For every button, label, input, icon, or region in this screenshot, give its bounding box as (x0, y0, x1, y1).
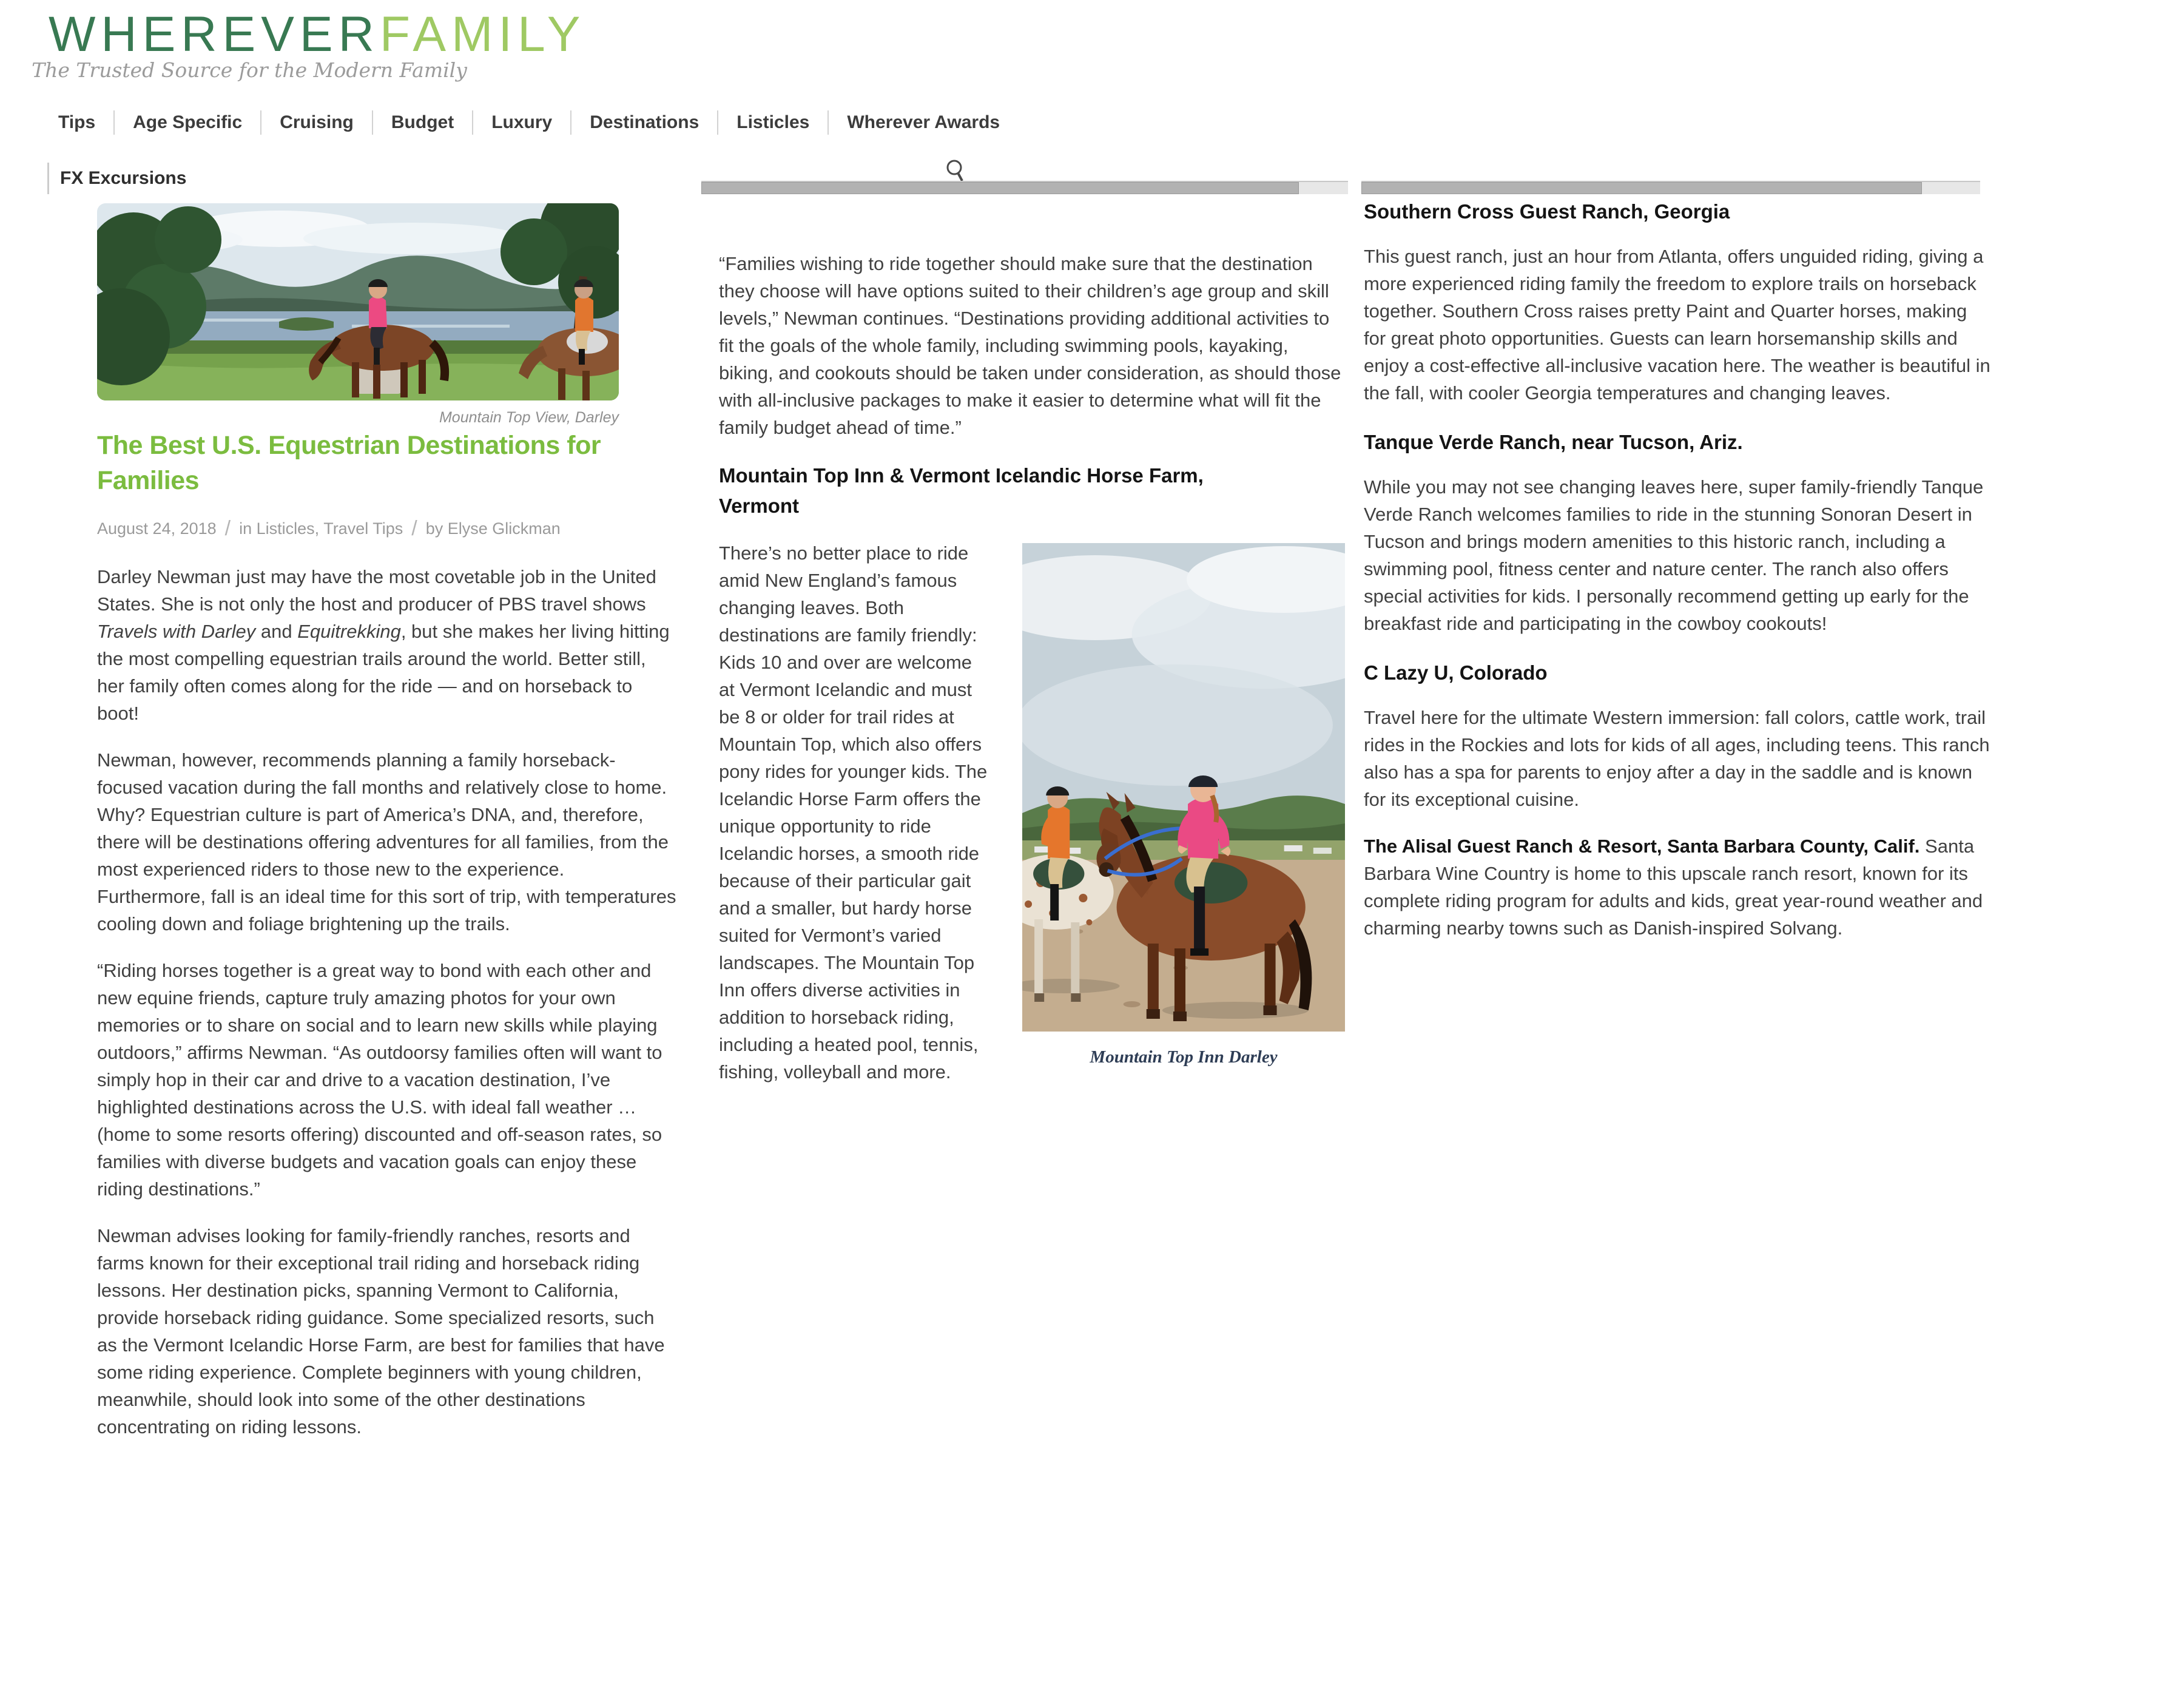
paragraph: Newman, however, recommends planning a family horseback-focused vacation during the fall months and relatively close to home. Why? Equestrian culture is part of America’s DNA, and, therefore, there will be destinations offering adventures for all families, from the most experienced riders to those new to the experience. Furthermore, fall is an ideal time for this sort of trip, with temperatures cooling down and foliage brightening up the trails. (97, 749, 676, 934)
nav-item-listicles[interactable]: Listicles (718, 110, 829, 135)
paragraph: There’s no better place to ride amid New England’s famous changing leaves. Both destinations are family friendly: Kids 10 and over are welcome at Vermont Icelandic and must be 8 or older for trail rides at Mountain Top, which also offers pony rides for younger kids. The Icelandic Horse Farm offers the unique opportunity to ride Icelandic horses, a smooth ride because of their particular gait and a smaller, but hardy horse suited for Vermont’s varied landscapes. The Mountain Top Inn offers diverse activities in addition to horseback riding, including a heated pool, tennis, fishing, volleyball and more. (719, 542, 988, 1083)
paragraph: Newman advises looking for family-friendly ranches, resorts and farms known for their exceptional trail riding and horseback riding lessons. Her destination picks, spanning Vermont to California, provide horseback riding guidance. Some specialized resorts, such as the Vermont Icelandic Horse Farm, are best for families that have some riding experience. Complete beginners with young children, meanwhile, should look into some of the other destinations concentrating on riding lessons. (97, 1225, 665, 1437)
paragraph: While you may not see changing leaves here, super family-friendly Tanque Verde Ranch welcomes families to ride in the stunning Sonoran Desert in Tucson and brings modern amenities to this historic ranch, including a swimming pool, fitness center and nature center. The ranch also offers special activities for kids. I personally recommend getting up early for the breakfast ride and participating in the cowboy cookouts! (1364, 476, 1984, 634)
article-column-2 (719, 250, 1345, 1105)
wrapped-media-paragraph (719, 539, 1345, 1105)
paragraph-alisal: The Alisal Guest Ranch & Resort, Santa Barbara County, Calif. Santa Barbara Wine Country is home to this upscale ranch resort, known for its complete riding program for adults and kids, great year-round weather and charming nearby towns such as Danish-inspired Solvang. (1364, 836, 1983, 939)
inline-figure (1022, 543, 1345, 1071)
section-heading-mountain-top: Mountain Top Inn & Vermont Icelandic Horse Farm, Vermont (719, 464, 1204, 517)
article-author[interactable]: Elyse Glickman (447, 519, 561, 538)
logo-family: FAMILY (379, 7, 586, 62)
nav-item-luxury[interactable]: Luxury (473, 110, 571, 135)
fx-excursions-row (47, 163, 186, 194)
section-heading-alisal-inline: The Alisal Guest Ranch & Resort, Santa Barbara County, Calif. (1364, 836, 1920, 857)
by-label: by (425, 519, 443, 538)
paragraph: Travel here for the ultimate Western immersion: fall colors, cattle work, trail rides in the Rockies and lots for kids of all ages, including teens. This ranch also has a spa for parents to enjoy after a day in the saddle and is known for its exceptional cuisine. (1364, 707, 1990, 810)
paragraph: Darley Newman just may have the most covetable job in the United States. She is not only the host and producer of PBS travel shows Travels with Darley and Equitrekking, but she makes her living hitting the most compelling equestrian trails around the world. Better still, her family often comes along for the ride — and on horseback to boot! (97, 566, 670, 724)
scrollbar-thumb[interactable] (1361, 182, 1922, 194)
hero-caption: Mountain Top View, Darley (439, 409, 619, 426)
logo-wherever: WHEREVER (49, 7, 380, 62)
paragraph: This guest ranch, just an hour from Atlanta, offers unguided riding, giving a more experienced riding family the freedom to explore trails on horseback together. Southern Cross raises pretty Paint and Quarter horses, making for great photo opportunities. Guests can learn horsemanship skills and enjoy a cost-effective all-inclusive vacation here. The weather is beautiful in the fall, with cooler Georgia temperatures and changing leaves. (1364, 246, 1990, 404)
nav-item-cruising[interactable]: Cruising (261, 110, 373, 135)
article-byline: August 24, 2018 / in Listicles, Travel Tips / by Elyse Glickman (97, 517, 561, 540)
site-tagline-row (32, 58, 467, 82)
show-title-equitrekking: Equitrekking (297, 621, 401, 642)
article-title: The Best U.S. Equestrian Destinations for Families (97, 431, 601, 495)
fx-excursions-link[interactable]: FX Excursions (60, 168, 187, 188)
section-heading-southern-cross: Southern Cross Guest Ranch, Georgia (1364, 200, 1730, 223)
section-heading-tanque-verde: Tanque Verde Ranch, near Tucson, Ariz. (1364, 431, 1743, 453)
fx-divider-bar (47, 163, 49, 194)
site-tagline: The Trusted Source for the Modern Family (32, 58, 467, 82)
nav-item-budget[interactable]: Budget (373, 110, 473, 135)
nav-item-wherever-awards[interactable]: Wherever Awards (847, 112, 1000, 132)
main-nav (49, 110, 1018, 135)
horizontal-scrollbar-middle[interactable] (701, 181, 1348, 194)
hero-photo-mountain-top-view (97, 203, 619, 400)
horizontal-scrollbar-right[interactable] (1361, 181, 1980, 194)
nav-item-destinations[interactable]: Destinations (571, 110, 718, 135)
section-heading-c-lazy-u: C Lazy U, Colorado (1364, 661, 1548, 684)
article-categories[interactable]: Listicles, Travel Tips (256, 519, 403, 538)
article-column-1 (97, 563, 678, 1460)
paragraph: “Families wishing to ride together should make sure that the destination they choose will have options suited to their children’s age group and skill levels,” Newman continues. “Destinations providing additional activities to fit the goals of the whole family, including swimming pools, kayaking, biking, and cookouts should be taken under consideration, as should those with all-inclusive packages to make it easier to determine what will fit the family budget ahead of time.” (719, 253, 1341, 438)
site-logo[interactable] (49, 6, 585, 63)
scrollbar-thumb[interactable] (701, 182, 1299, 194)
inline-photo-caption: Mountain Top Inn Darley (1090, 1047, 1278, 1067)
hero-figure (97, 203, 619, 427)
paragraph: “Riding horses together is a great way to bond with each other and new equine friends, capture truly amazing photos for your own memories or to share on social and to learn new skills while playing outdoors,” affirms Newman. “As outdoorsy families often will want to simply hop in their car and drive to a vacation destination, I’ve highlighted destinations across the U.S. with ideal fall weather … (home to some resorts offering) discounted and off-season rates, so families with diverse budgets and vacation goals can enjoy these riding destinations.” (97, 960, 662, 1200)
article-date: August 24, 2018 (97, 519, 217, 538)
photo-mountain-top-inn (1022, 543, 1345, 1032)
article-column-3 (1364, 197, 1992, 961)
show-title-travels-with-darley: Travels with Darley (97, 621, 256, 642)
nav-item-tips[interactable]: Tips (49, 110, 115, 135)
in-label: in (239, 519, 252, 538)
nav-item-age-specific[interactable]: Age Specific (115, 110, 261, 135)
